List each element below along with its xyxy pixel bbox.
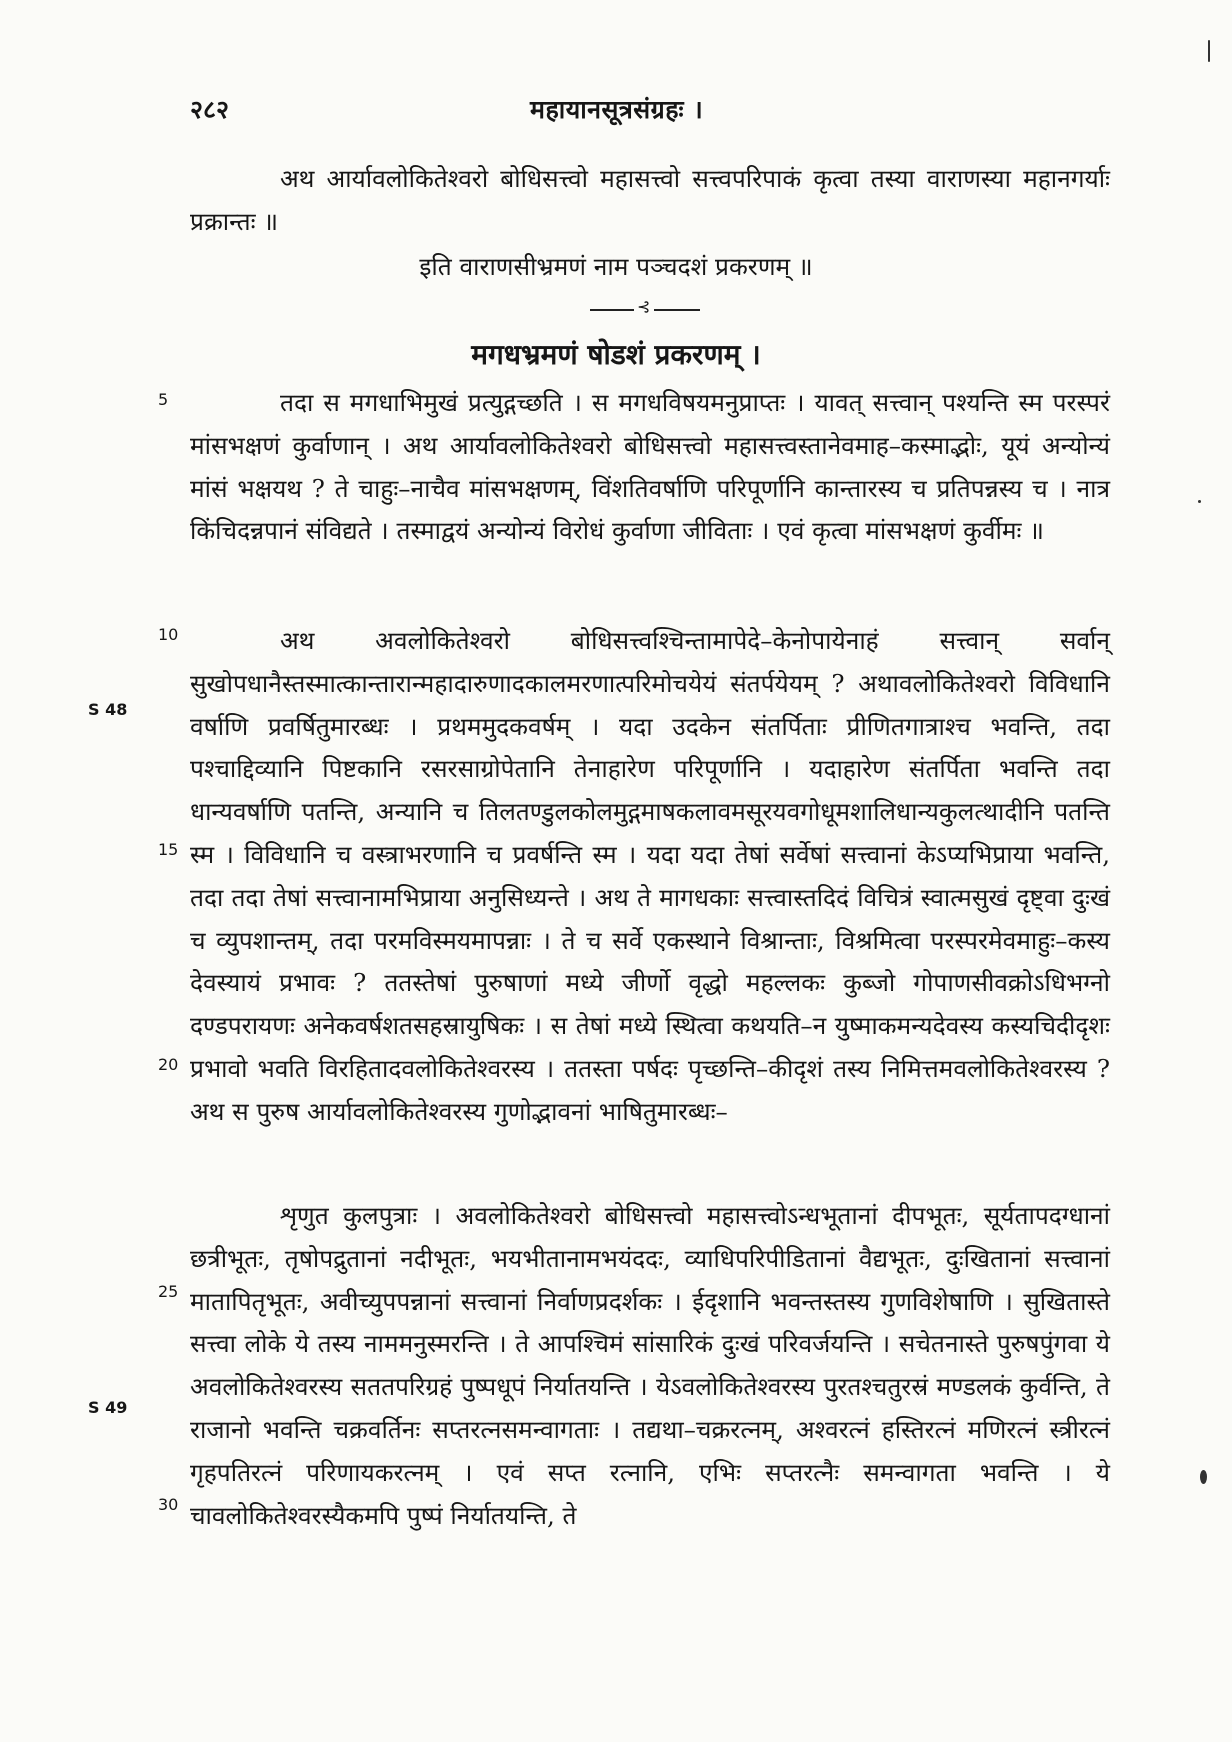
chapter-15-colophon: इति वाराणसीभ्रमणं नाम पञ्चदशं प्रकरणम् ॥ [419,252,813,281]
line-number-10: 10 [158,625,179,644]
line-number-25: 25 [158,1282,179,1301]
ornament-icon: ⊰ [637,297,651,316]
page-number: २८२ [190,95,230,124]
running-title: महायानसूत्रसंग्रहः । [530,95,704,124]
chapter-16-title: मगधभ्रमणं षोडशं प्रकरणम् । [471,338,761,371]
ink-speck [1208,40,1210,62]
paragraph-closing-chapter-15: अथ आर्यावलोकितेश्वरो बोधिसत्त्वो महासत्त्वो सत्त्वपरिपाकं कृत्वा तस्या वाराणस्या महानगर्याः प्रक्रान्तः ॥ [190,164,1110,236]
paragraph-virtues-of-avalokiteshvara: शृणुत कुलपुत्राः । अवलोकितेश्वरो बोधिसत्त्वो महासत्त्वोऽन्धभूतानां दीपभूतः, सूर्यतापदग्धानां छत्रीभूतः, तृषोपद्रुतानां नदीभूतः, भयभीतानामभयंददः, व्याधिपरिपीडितानां वैद्यभूतः, दुःखितानां सत्त्वानां मातापितृभूतः, अवीच्युपपन्नानां सत्त्वानां निर्वाणप्रदर्शकः । ईदृशानि भवन्तस्तस्य गुणविशेषाणि । सुखितास्ते सत्त्वा लोके ये तस्य नाममनुस्मरन्ति । ते आपश्चिमं सांसारिकं दुःखं परिवर्जयन्ति । सचेतनास्ते पुरुषपुंगवा ये अवलोकितेश्वरस्य सततपरिग्रहं पुष्पधूपं निर्यातयन्ति । येऽवलोकितेश्वरस्य पुरतश्चतुरस्रं मण्डलकं कुर्वन्ति, ते राजानो भवन्ति चक्रवर्तिनः सप्तरत्नसमन्वागताः । तद्यथा–चक्ररत्नम्, अश्वरत्नं हस्तिरत्नं मणिरत्नं स्त्रीरत्नं गृहपतिरत्नं परिणायकरत्नम् । एवं सप्त रत्नानि, एभिः सप्तरत्नैः समन्वागता भवन्ति । ये चावलोकितेश्वरस्यैकमपि पुष्पं निर्यातयन्ति, ते [190,1201,1110,1530]
line-number-15: 15 [158,840,179,859]
ink-speck [1200,1470,1207,1484]
line-number-20: 20 [158,1055,179,1074]
paragraph-rains-of-food: अथ अवलोकितेश्वरो बोधिसत्त्वश्चिन्तामापेदे–केनोपायेनाहं सत्त्वान् सर्वान् सुखोपधानैस्तस्मात्कान्तारान्महादारुणादकालमरणात्परिमोचयेयं संतर्पयेयम् ? अथावलोकितेश्वरो विविधानि वर्षाणि प्रवर्षितुमारब्धः । प्रथममुदकवर्षम् । यदा उदकेन संतर्पिताः प्रीणितगात्राश्च भवन्ति, तदा पश्चाद्दिव्यानि पिष्टकानि रसरसाग्रोपेतानि तेनाहारेण परिपूर्णानि । यदाहारेण संतर्पिता भवन्ति तदा धान्यवर्षाणि पतन्ति, अन्यानि च तिलतण्डुलकोलमुद्गमाषकलावमसूरयवगोधूमशालिधान्यकुलत्थादीनि पतन्ति स्म । विविधानि च वस्त्राभरणानि च प्रवर्षन्ति स्म । यदा यदा तेषां सर्वेषां सत्त्वानां केऽप्यभिप्राया भवन्ति, तदा तदा तेषां सत्त्वानामभिप्राया अनुसिध्यन्ते । अथ ते मागधकाः सत्त्वास्तदिदं विचित्रं स्वात्मसुखं दृष्ट्वा दुःखं च व्युपशान्तम्, तदा परमविस्मयमापन्नाः । ते च सर्वे एकस्थाने विश्रान्ताः, विश्रमित्वा परस्परमेवमाहुः–कस्य देवस्यायं प्रभावः ? ततस्तेषां पुरुषाणां मध्ये जीर्णो वृद्धो महल्लकः कुब्जो गोपाणसीवक्रोऽधिभग्नो दण्डपरायणः अनेकवर्षशतसहस्रायुषिकः । स तेषां मध्ये स्थित्वा कथयति–न युष्माकमन्यदेवस्य कस्यचिदीदृशः प्रभावो भवति विरहितादवलोकितेश्वरस्य । ततस्ता पर्षदः पृच्छन्ति–कीदृशं तस्य निमित्तमवलोकितेश्वरस्य ? अथ स पुरुष आर्यावलोकितेश्वरस्य गुणोद्भावनां भाषितुमारब्धः– [190,626,1110,1126]
page-header [0,92,1232,132]
paragraph-magadha-arrival: तदा स मगधाभिमुखं प्रत्युद्गच्छति । स मगधविषयमनुप्राप्तः । यावत् सत्त्वान् पश्यन्ति स्म परस्परं मांसभक्षणं कुर्वाणान् । अथ आर्यावलोकितेश्वरो बोधिसत्त्वो महासत्त्वस्तानेवमाह–कस्माद्भोः, यूयं अन्योन्यं मांसं भक्षयथ ? ते चाहुः–नाचैव मांसभक्षणम्, विंशतिवर्षाणि परिपूर्णानि कान्तारस्य च प्रतिपन्नस्य च । नात्र किंचिदन्नपानं संविद्यते । तस्माद्वयं अन्योन्यं विरोधं कुर्वाणा जीविताः । एवं कृत्वा मांसभक्षणं कुर्वीमः ॥ [190,388,1110,546]
line-number-5: 5 [158,390,169,409]
margin-reference-s49: S 49 [88,1398,128,1417]
ink-speck [1198,500,1201,503]
margin-reference-s48: S 48 [88,700,128,719]
line-number-30: 30 [158,1495,179,1514]
section-divider-ornament [590,297,700,316]
